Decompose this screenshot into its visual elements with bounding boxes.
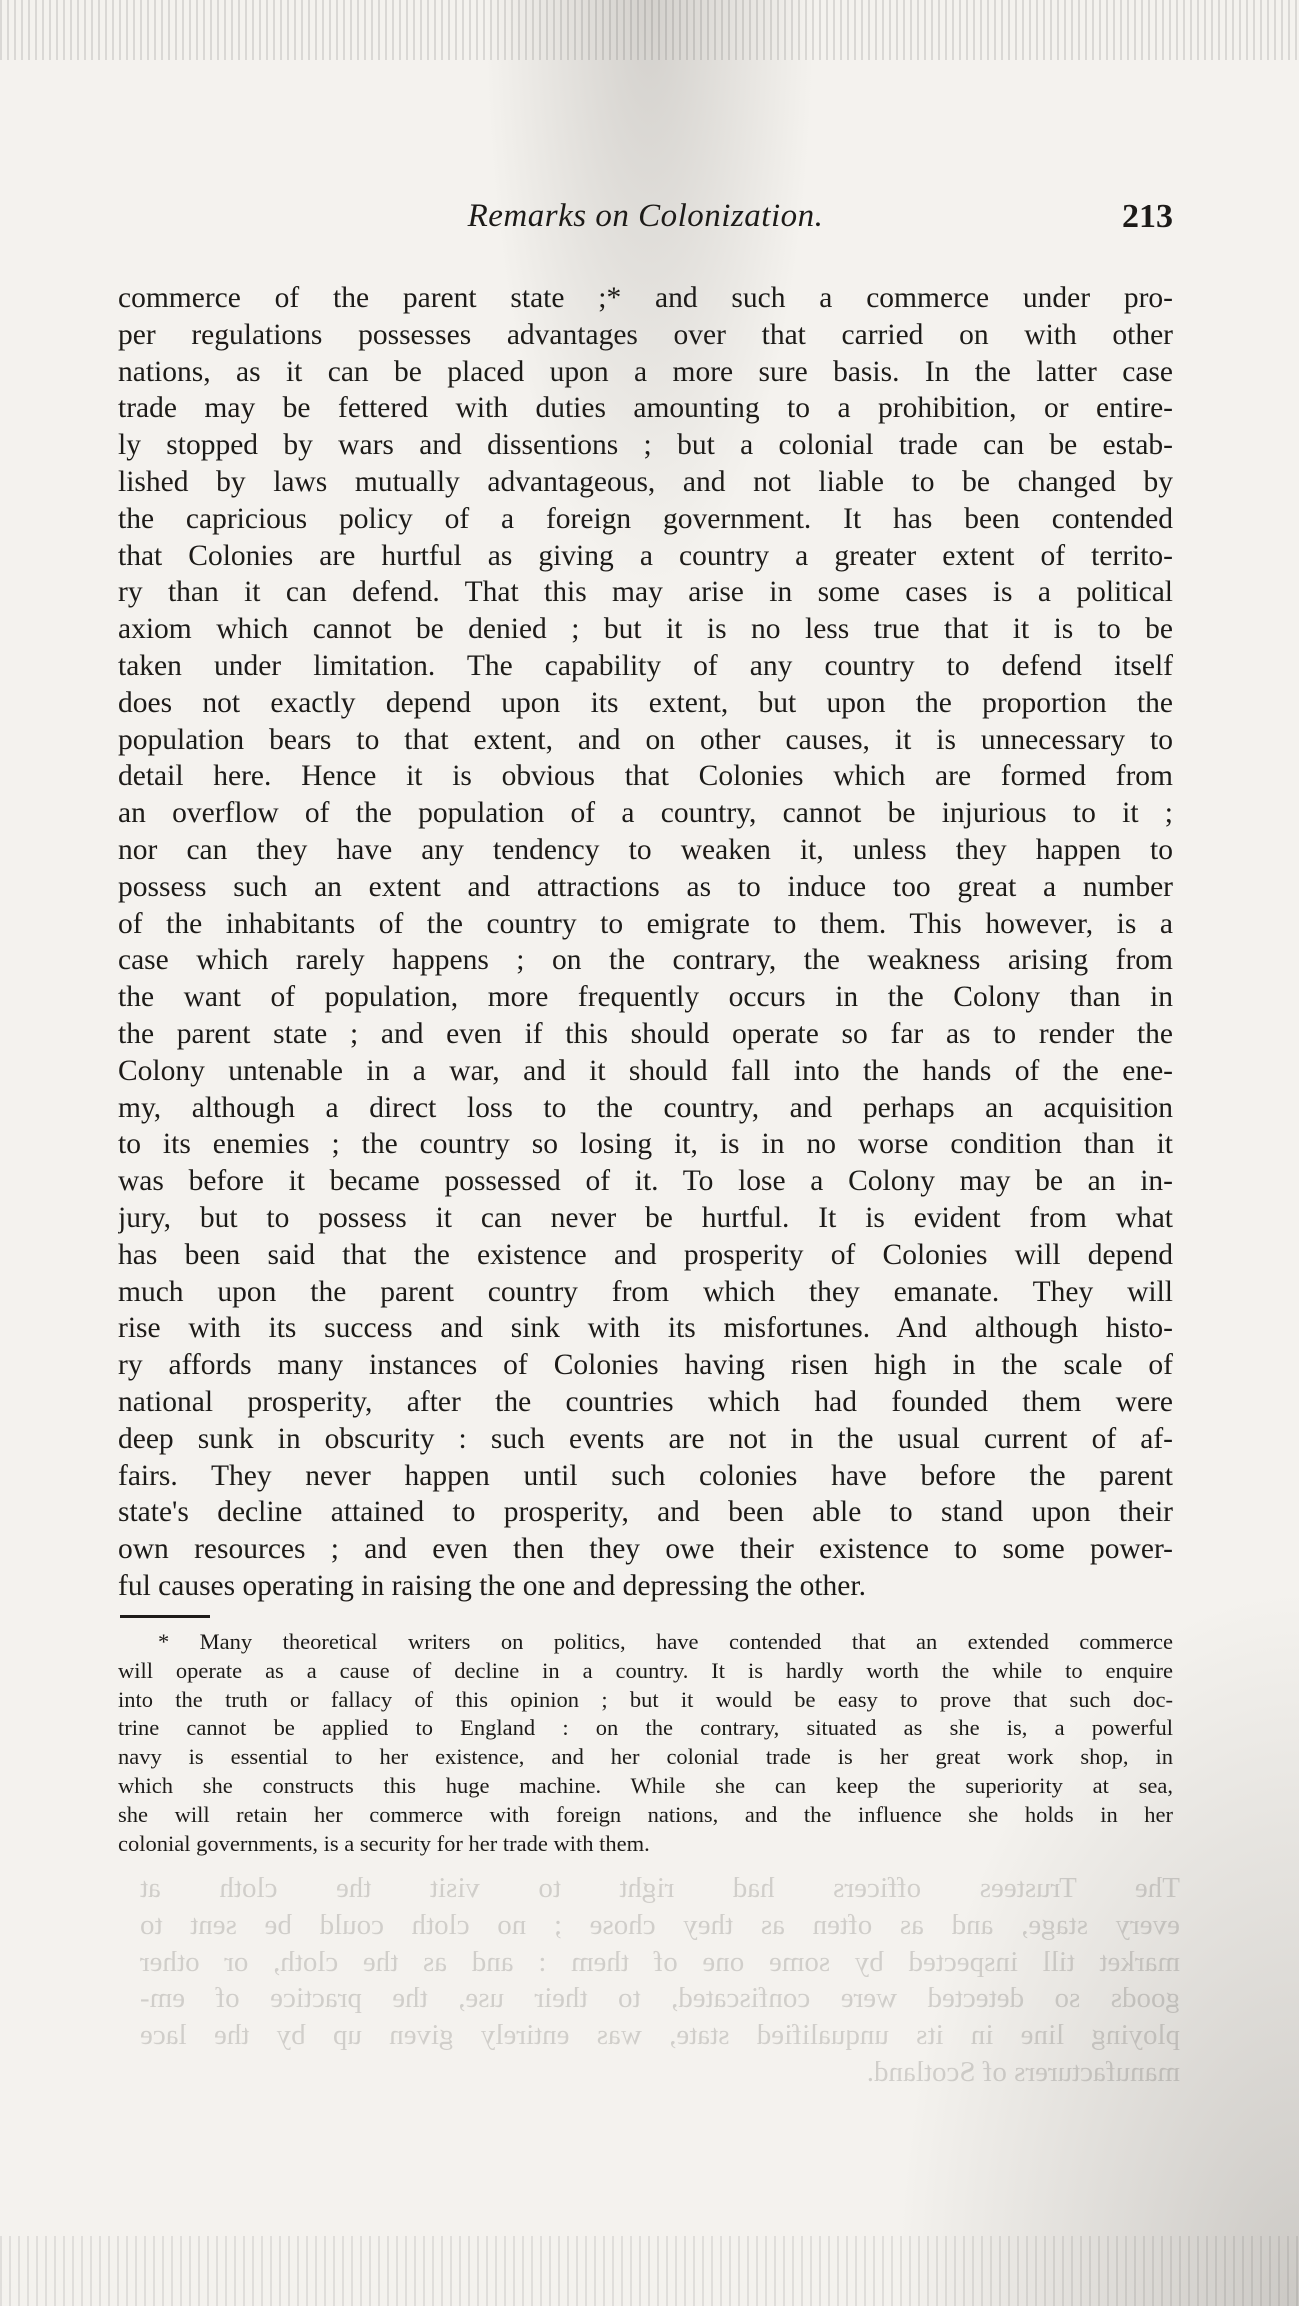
text-line: ry than it can defend. That this may arise in some cases is a political bbox=[118, 576, 1173, 609]
text-line: of the inhabitants of the country to emigrate to them. This however, is a bbox=[118, 907, 1173, 940]
bleed-through-text bbox=[140, 1870, 1180, 2091]
body-text bbox=[118, 280, 1173, 1605]
bleed-through-line: ploying line in its unqualified state, was entirely given up by the lace bbox=[140, 2019, 1180, 2052]
text-line: own resources ; and even then they owe their existence to some power- bbox=[118, 1533, 1173, 1566]
page-header bbox=[118, 198, 1173, 242]
text-line: population bears to that extent, and on other causes, it is unnecessary to bbox=[118, 723, 1173, 756]
text-line: axiom which cannot be denied ; but it is no less true that it is to be bbox=[118, 613, 1173, 646]
footnote-rule bbox=[120, 1615, 210, 1618]
bleed-through-line: market till inspected by some one of them : and as the cloth, or other bbox=[140, 1945, 1180, 1978]
text-line: that Colonies are hurtful as giving a country a greater extent of territo- bbox=[118, 539, 1173, 572]
text-line: does not exactly depend upon its extent, but upon the proportion the bbox=[118, 686, 1173, 719]
text-line: the want of population, more frequently occurs in the Colony than in bbox=[118, 981, 1173, 1014]
text-line: rise with its success and sink with its misfortunes. And although histo- bbox=[118, 1312, 1173, 1345]
text-line: trade may be fettered with duties amounting to a prohibition, or entire- bbox=[118, 392, 1173, 425]
text-line: national prosperity, after the countries which had founded them were bbox=[118, 1385, 1173, 1418]
footnote-line: which she constructs this huge machine. While she can keep the superiority at sea, bbox=[118, 1772, 1173, 1798]
scan-noise-top bbox=[0, 0, 1299, 60]
text-line: deep sunk in obscurity : such events are not in the usual current of af- bbox=[118, 1422, 1173, 1455]
footnote-line: will operate as a cause of decline in a country. It is hardly worth the while to enquire bbox=[118, 1657, 1173, 1683]
text-line: was before it became possessed of it. To lose a Colony may be an in- bbox=[118, 1165, 1173, 1198]
text-line: an overflow of the population of a country, cannot be injurious to it ; bbox=[118, 797, 1173, 830]
text-line: nations, as it can be placed upon a more sure basis. In the latter case bbox=[118, 355, 1173, 388]
footnote-line: trine cannot be applied to England : on the contrary, situated as she is, a powerful bbox=[118, 1715, 1173, 1741]
footnote-line: into the truth or fallacy of this opinion ; but it would be easy to prove that such doc- bbox=[118, 1686, 1173, 1712]
text-line: fairs. They never happen until such colonies have before the parent bbox=[118, 1459, 1173, 1492]
text-line: ful causes operating in raising the one and depressing the other. bbox=[118, 1569, 866, 1602]
text-line: nor can they have any tendency to weaken it, unless they happen to bbox=[118, 833, 1173, 866]
footnote-line: * Many theoretical writers on politics, have contended that an extended commerce bbox=[158, 1629, 1173, 1654]
text-line: commerce of the parent state ;* and such a commerce under pro- bbox=[118, 282, 1173, 314]
text-line: Colony untenable in a war, and it should fall into the hands of the ene- bbox=[118, 1054, 1173, 1087]
footnote-line: she will retain her commerce with foreign nations, and the influence she holds in her bbox=[118, 1801, 1173, 1827]
text-line: detail here. Hence it is obvious that Colonies which are formed from bbox=[118, 760, 1173, 793]
page-number: 213 bbox=[1122, 198, 1173, 235]
text-line: case which rarely happens ; on the contrary, the weakness arising from bbox=[118, 944, 1173, 977]
bleed-through-line: every stage, and as often as they chose ; no cloth could be sent to bbox=[140, 1908, 1180, 1941]
footnote bbox=[118, 1628, 1173, 1858]
footnote-line: navy is essential to her existence, and her colonial trade is her great work shop, in bbox=[118, 1744, 1173, 1770]
text-line: ry affords many instances of Colonies having risen high in the scale of bbox=[118, 1349, 1173, 1382]
footnote-line: colonial governments, is a security for her trade with them. bbox=[118, 1830, 650, 1856]
text-line: jury, but to possess it can never be hurtful. It is evident from what bbox=[118, 1201, 1173, 1234]
text-line: the capricious policy of a foreign government. It has been contended bbox=[118, 502, 1173, 535]
text-line: my, although a direct loss to the country, and perhaps an acquisition bbox=[118, 1091, 1173, 1124]
text-line: much upon the parent country from which they emanate. They will bbox=[118, 1275, 1173, 1308]
text-line: to its enemies ; the country so losing it, is in no worse condition than it bbox=[118, 1128, 1173, 1161]
bleed-through-line: The Trustees officers had right to visit the cloth at bbox=[140, 1872, 1180, 1904]
text-line: possess such an extent and attractions as to induce too great a number bbox=[118, 870, 1173, 903]
text-line: has been said that the existence and prosperity of Colonies will depend bbox=[118, 1238, 1173, 1271]
scan-noise-bottom bbox=[0, 2236, 1299, 2306]
text-line: ly stopped by wars and dissentions ; but a colonial trade can be estab- bbox=[118, 429, 1173, 462]
bleed-through-line: goods so detected were confiscated, to their use, the practice of em- bbox=[140, 1982, 1180, 2015]
bleed-through-line: manufacturers of Scotland. bbox=[866, 2055, 1180, 2088]
text-line: per regulations possesses advantages over that carried on with other bbox=[118, 318, 1173, 351]
running-head: Remarks on Colonization. bbox=[467, 198, 824, 234]
text-line: lished by laws mutually advantageous, and not liable to be changed by bbox=[118, 465, 1173, 498]
text-line: the parent state ; and even if this should operate so far as to render the bbox=[118, 1017, 1173, 1050]
text-line: taken under limitation. The capability of any country to defend itself bbox=[118, 649, 1173, 682]
text-line: state's decline attained to prosperity, and been able to stand upon their bbox=[118, 1496, 1173, 1529]
